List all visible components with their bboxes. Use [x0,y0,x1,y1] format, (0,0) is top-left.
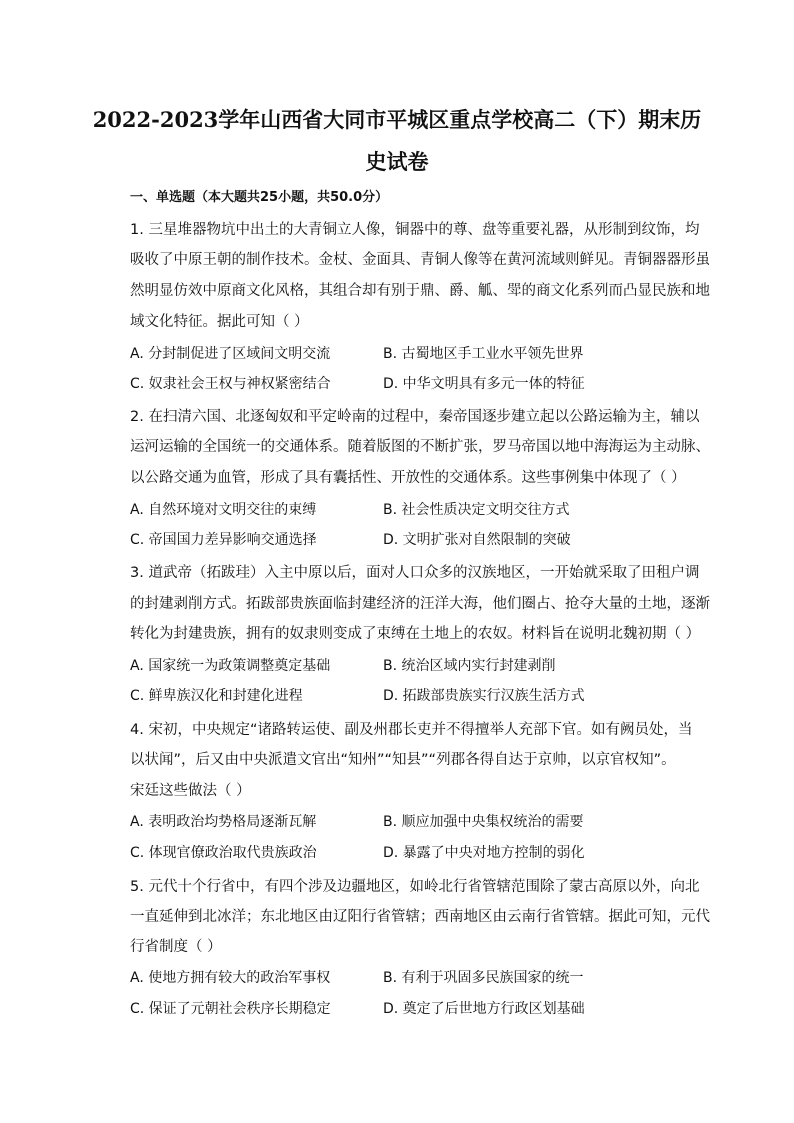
question-text-line: 1. 三星堆器物坑中出土的大青铜立人像，铜器中的尊、盘等重要礼器，从形制到纹饰，均 [130,222,700,238]
question-text-line: 4. 宋初，中央规定“诸路转运使、副及州郡长吏并不得擅举人充部下官。如有阙员处，当 [130,722,693,738]
question-text-line: 运河运输的全国统一的交通体系。随着版图的不断扩张，罗马帝国以地中海海运为主动脉、 [130,439,710,455]
option-c[interactable]: C. 奴隶社会王权与神权紧密结合 [130,376,331,392]
question-text-line: 5. 元代十个行省中，有四个涉及边疆地区，如岭北行省管辖范围除了蒙古高原以外，向北 [130,879,700,895]
question-text-line: 以状闻”，后又由中央派遣文官出“知州”“知县”“列郡各得自达于京帅，以京官权知”。 [130,752,676,768]
option-a[interactable]: A. 分封制促进了区域间文明交流 [130,346,331,362]
question-text-line: 以公路交通为血管，形成了具有囊括性、开放性的交通体系。这些事例集中体现了（ ） [130,470,686,486]
option-b[interactable]: B. 统治区域内实行封建剥削 [383,658,556,674]
section-heading: 一、单选题（本大题共25小题，共50.0分） [130,190,389,205]
question-text-line: 的封建剥削方式。拓跋部贵族面临封建经济的汪洋大海，他们圈占、抢夺大量的土地，逐渐 [130,596,710,612]
question-text-line: 行省制度（ ） [130,939,222,955]
option-b[interactable]: B. 有利于巩固多民族国家的统一 [383,970,584,986]
option-a[interactable]: A. 使地方拥有较大的政治军事权 [130,970,331,986]
question-text-line: 然明显仿效中原商文化风格，其组合却有别于鼎、爵、觚、斝的商文化系列而凸显民族和地 [130,283,710,299]
option-d[interactable]: D. 中华文明具有多元一体的特征 [383,376,585,392]
option-c[interactable]: C. 鲜卑族汉化和封建化进程 [130,688,303,704]
option-d[interactable]: D. 文明扩张对自然限制的突破 [383,532,571,548]
question-text-line: 2. 在扫清六国、北逐匈奴和平定岭南的过程中，秦帝国逐步建立起以公路运输为主，辅以 [130,409,700,425]
option-d[interactable]: D. 拓跋部贵族实行汉族生活方式 [383,688,585,704]
option-a[interactable]: A. 自然环境对文明交往的束缚 [130,502,317,518]
page-title-line-1: 2022-2023学年山西省大同市平城区重点学校高二（下）期末历 [92,107,702,132]
option-b[interactable]: B. 社会性质决定文明交往方式 [383,502,570,518]
option-d[interactable]: D. 奠定了后世地方行政区划基础 [383,1001,585,1017]
question-text-line: 宋廷这些做法（ ） [130,783,251,799]
option-a[interactable]: A. 表明政治均势格局逐渐瓦解 [130,814,317,830]
option-c[interactable]: C. 保证了元朝社会秩序长期稳定 [130,1001,331,1017]
question-text-line: 转化为封建贵族，拥有的奴隶则变成了束缚在土地上的农奴。材料旨在说明北魏初期（ ） [130,626,701,642]
page-title-line-2: 史试卷 [365,149,429,174]
option-c[interactable]: C. 体现官僚政治取代贵族政治 [130,845,317,861]
option-a[interactable]: A. 国家统一为政策调整奠定基础 [130,658,331,674]
question-text-line: 一直延伸到北冰洋；东北地区由辽阳行省管辖；西南地区由云南行省管辖。据此可知，元代 [130,909,710,925]
option-b[interactable]: B. 古蜀地区手工业水平领先世界 [383,346,584,362]
question-text-line: 3. 道武帝（拓跋珪）入主中原以后，面对人口众多的汉族地区，一开始就采取了田租户调 [130,565,700,581]
question-text-line: 域文化特征。据此可知（ ） [130,314,309,330]
question-text-line: 吸收了中原王朝的制作技术。金杖、金面具、青铜人像等在黄河流域则鲜见。青铜器器形虽 [130,252,710,268]
option-d[interactable]: D. 暴露了中央对地方控制的弱化 [383,845,585,861]
option-b[interactable]: B. 顺应加强中央集权统治的需要 [383,814,584,830]
option-c[interactable]: C. 帝国国力差异影响交通选择 [130,532,317,548]
